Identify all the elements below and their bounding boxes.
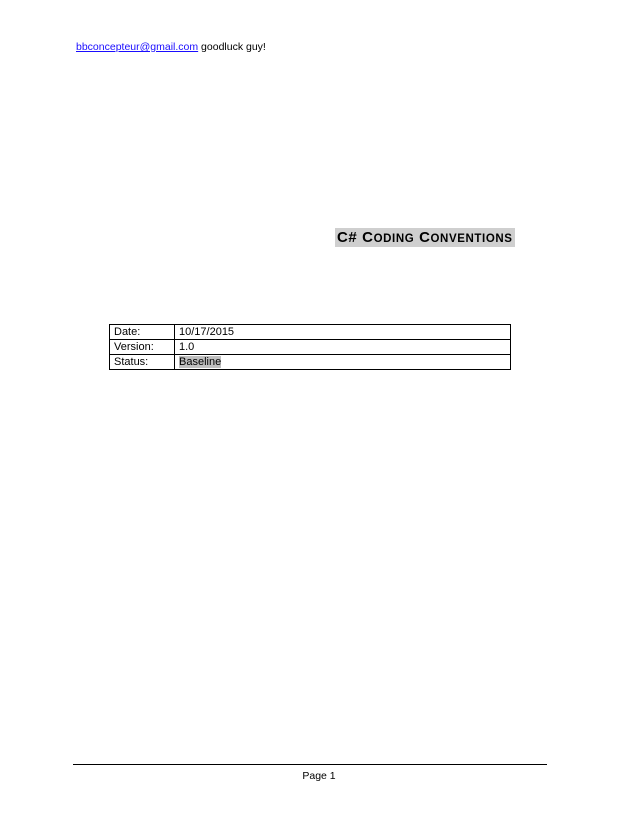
title-prefix: C# [337,229,363,246]
title-word1-initial: C [362,229,374,246]
version-value: 1.0 [175,340,511,355]
title-word2-rest: ONVENTIONS [430,233,513,245]
status-label: Status: [110,355,175,370]
table-row [110,325,511,340]
date-value: 10/17/2015 [175,325,511,340]
document-meta-table [109,324,511,370]
status-value-cell [175,355,511,370]
email-link[interactable]: bbconcepteur@gmail.com [76,41,199,53]
table-row [110,340,511,355]
date-label: Date: [110,325,175,340]
version-label: Version: [110,340,175,355]
header-trailing-text: goodluck guy! [198,41,266,53]
status-value: Baseline [179,356,222,368]
page-number: Page 1 [302,770,336,782]
title-word2-initial: C [419,229,431,246]
document-title [335,228,515,247]
header-line [76,41,266,54]
table-row [110,355,511,370]
title-word1-rest: ODING [373,233,415,245]
footer-divider [73,764,547,765]
